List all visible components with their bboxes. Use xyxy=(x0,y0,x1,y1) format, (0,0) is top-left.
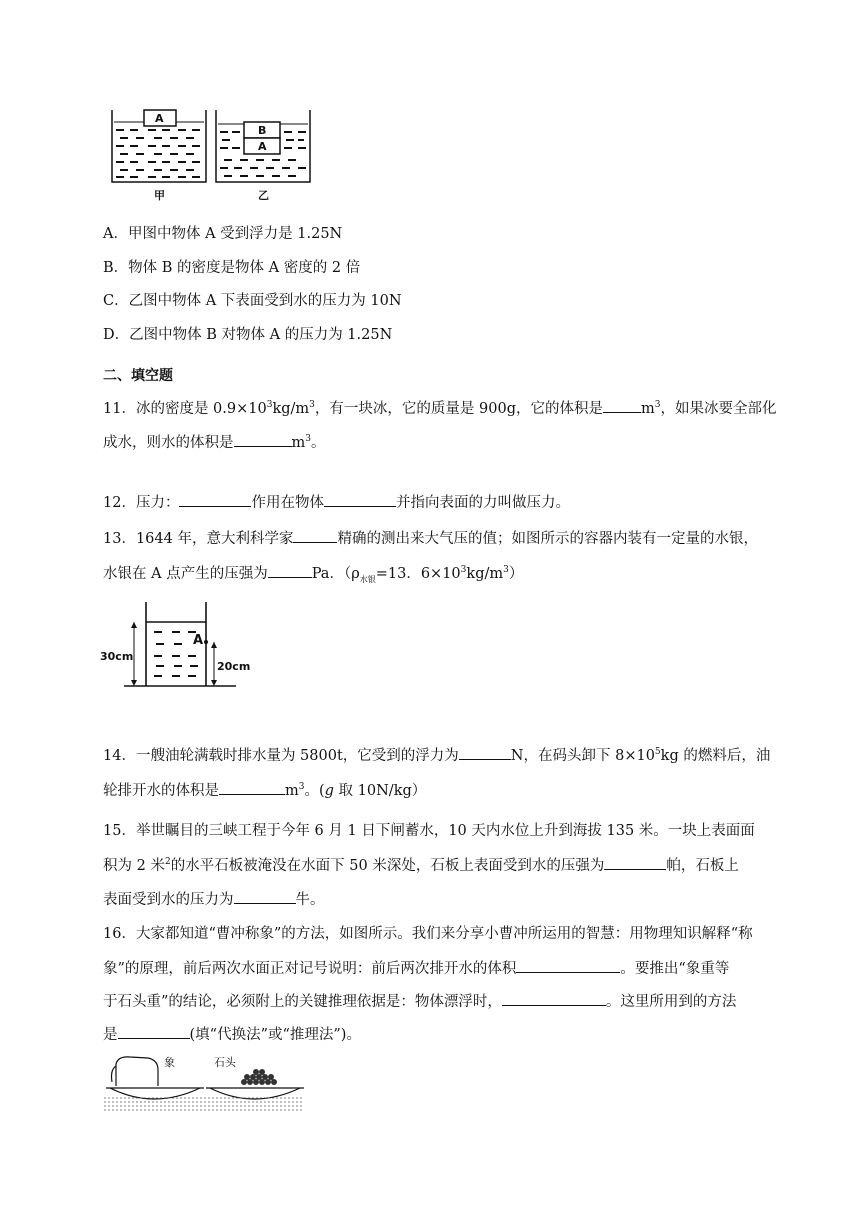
option-b: B．物体 B 的密度是物体 A 密度的 2 倍 xyxy=(103,260,361,276)
option-a: A．甲图中物体 A 受到浮力是 1.25N xyxy=(103,226,343,242)
q16-blank-2[interactable] xyxy=(502,991,606,1006)
containers-diagram xyxy=(108,104,313,204)
figure-mercury xyxy=(100,600,251,692)
block-a2-label: A xyxy=(258,140,267,153)
block-b-label: B xyxy=(258,124,267,137)
figure-containers xyxy=(108,104,313,204)
label-30cm: 30cm xyxy=(100,650,134,663)
boats-diagram xyxy=(104,1052,304,1114)
q13-blank-1[interactable] xyxy=(293,528,337,543)
q13-line2: 水银在 A 点产生的压强为 Pa．（$\rho_{水银}=13$．$6\times 10^3kg/m^3$） xyxy=(103,563,523,584)
q13-line1: 13．1644 年，意大利科学家 精确的测出来大气压的值；如图所示的容器内装有一定量的水银， xyxy=(103,528,758,549)
q13-blank-2[interactable] xyxy=(268,563,312,578)
figure-boats xyxy=(104,1052,304,1114)
block-a-label: A xyxy=(155,112,164,125)
caption-yi: 乙 xyxy=(258,189,269,202)
q15-line2: 积为 2 米$^2$的水平石板被淹没在水面下 50 米深处，石板上表面受到水的压强为 帕，石板上 xyxy=(103,855,739,876)
q15-blank-2[interactable] xyxy=(234,889,296,904)
q15-line3: 表面受到水的压力为 牛。 xyxy=(103,889,325,910)
q11-line2: 成水，则水的体积是 $m^3$。 xyxy=(103,432,325,453)
q14-line1: 14．一艘油轮满载时排水量为 5800t，它受到的浮力为 N，在码头卸下 $8\times 10^5kg$ 的燃料后，油 xyxy=(103,745,770,766)
stone-label: 石头 xyxy=(214,1056,236,1069)
option-d: D．乙图中物体 B 对物体 A 的压力为 1.25N xyxy=(103,327,393,343)
q16-blank-1[interactable] xyxy=(516,958,620,973)
q12-line: 12．压力： 作用在物体 并指向表面的力叫做压力。 xyxy=(103,492,570,513)
q12-blank-1[interactable] xyxy=(179,492,251,507)
q15-blank-1[interactable] xyxy=(604,855,666,870)
q16-line4: 是 (填“代换法”或“推理法”)。 xyxy=(103,1024,361,1045)
label-20cm: 20cm xyxy=(217,660,251,673)
caption-jia: 甲 xyxy=(154,189,165,202)
point-a-label: A xyxy=(193,633,204,648)
q16-line2: 象”的原理，前后两次水面正对记号说明：前后两次排开水的体积 。要推出“象重等 xyxy=(103,958,729,979)
q16-line3: 于石头重”的结论，必须附上的关键推理依据是：物体漂浮时， 。这里所用到的方法 xyxy=(103,991,736,1012)
q12-blank-2[interactable] xyxy=(324,492,396,507)
option-c: C．乙图中物体 A 下表面受到水的压力为 10N xyxy=(103,293,402,309)
elephant-label: 象 xyxy=(164,1056,175,1069)
q11-blank-2[interactable] xyxy=(234,432,292,447)
q14-blank-1[interactable] xyxy=(459,745,511,760)
q15-line1: 15．举世瞩目的三峡工程于今年 6 月 1 日下闸蓄水，10 天内水位上升到海拔 135 米。一块上表面面 xyxy=(103,823,755,839)
q11-line1: 11．冰的密度是 $0.9\times 10^3kg/m^3$，有一块冰，它的质量是 900g，它的体积是 $m^3$，如果冰要全部化 xyxy=(103,398,776,419)
q16-line1: 16．大家都知道“曹冲称象”的方法，如图所示。我们来分享小曹冲所运用的智慧：用物理知识解释“称 xyxy=(103,926,753,942)
q16-blank-3[interactable] xyxy=(118,1024,190,1039)
q14-line2: 轮排开水的体积是 $m^3$。(g 取 10N/kg） xyxy=(103,780,426,801)
q14-blank-2[interactable] xyxy=(219,780,285,795)
q11-blank-1[interactable] xyxy=(603,398,641,413)
mercury-diagram xyxy=(100,600,251,692)
section-title: 二、填空题 xyxy=(103,368,173,384)
